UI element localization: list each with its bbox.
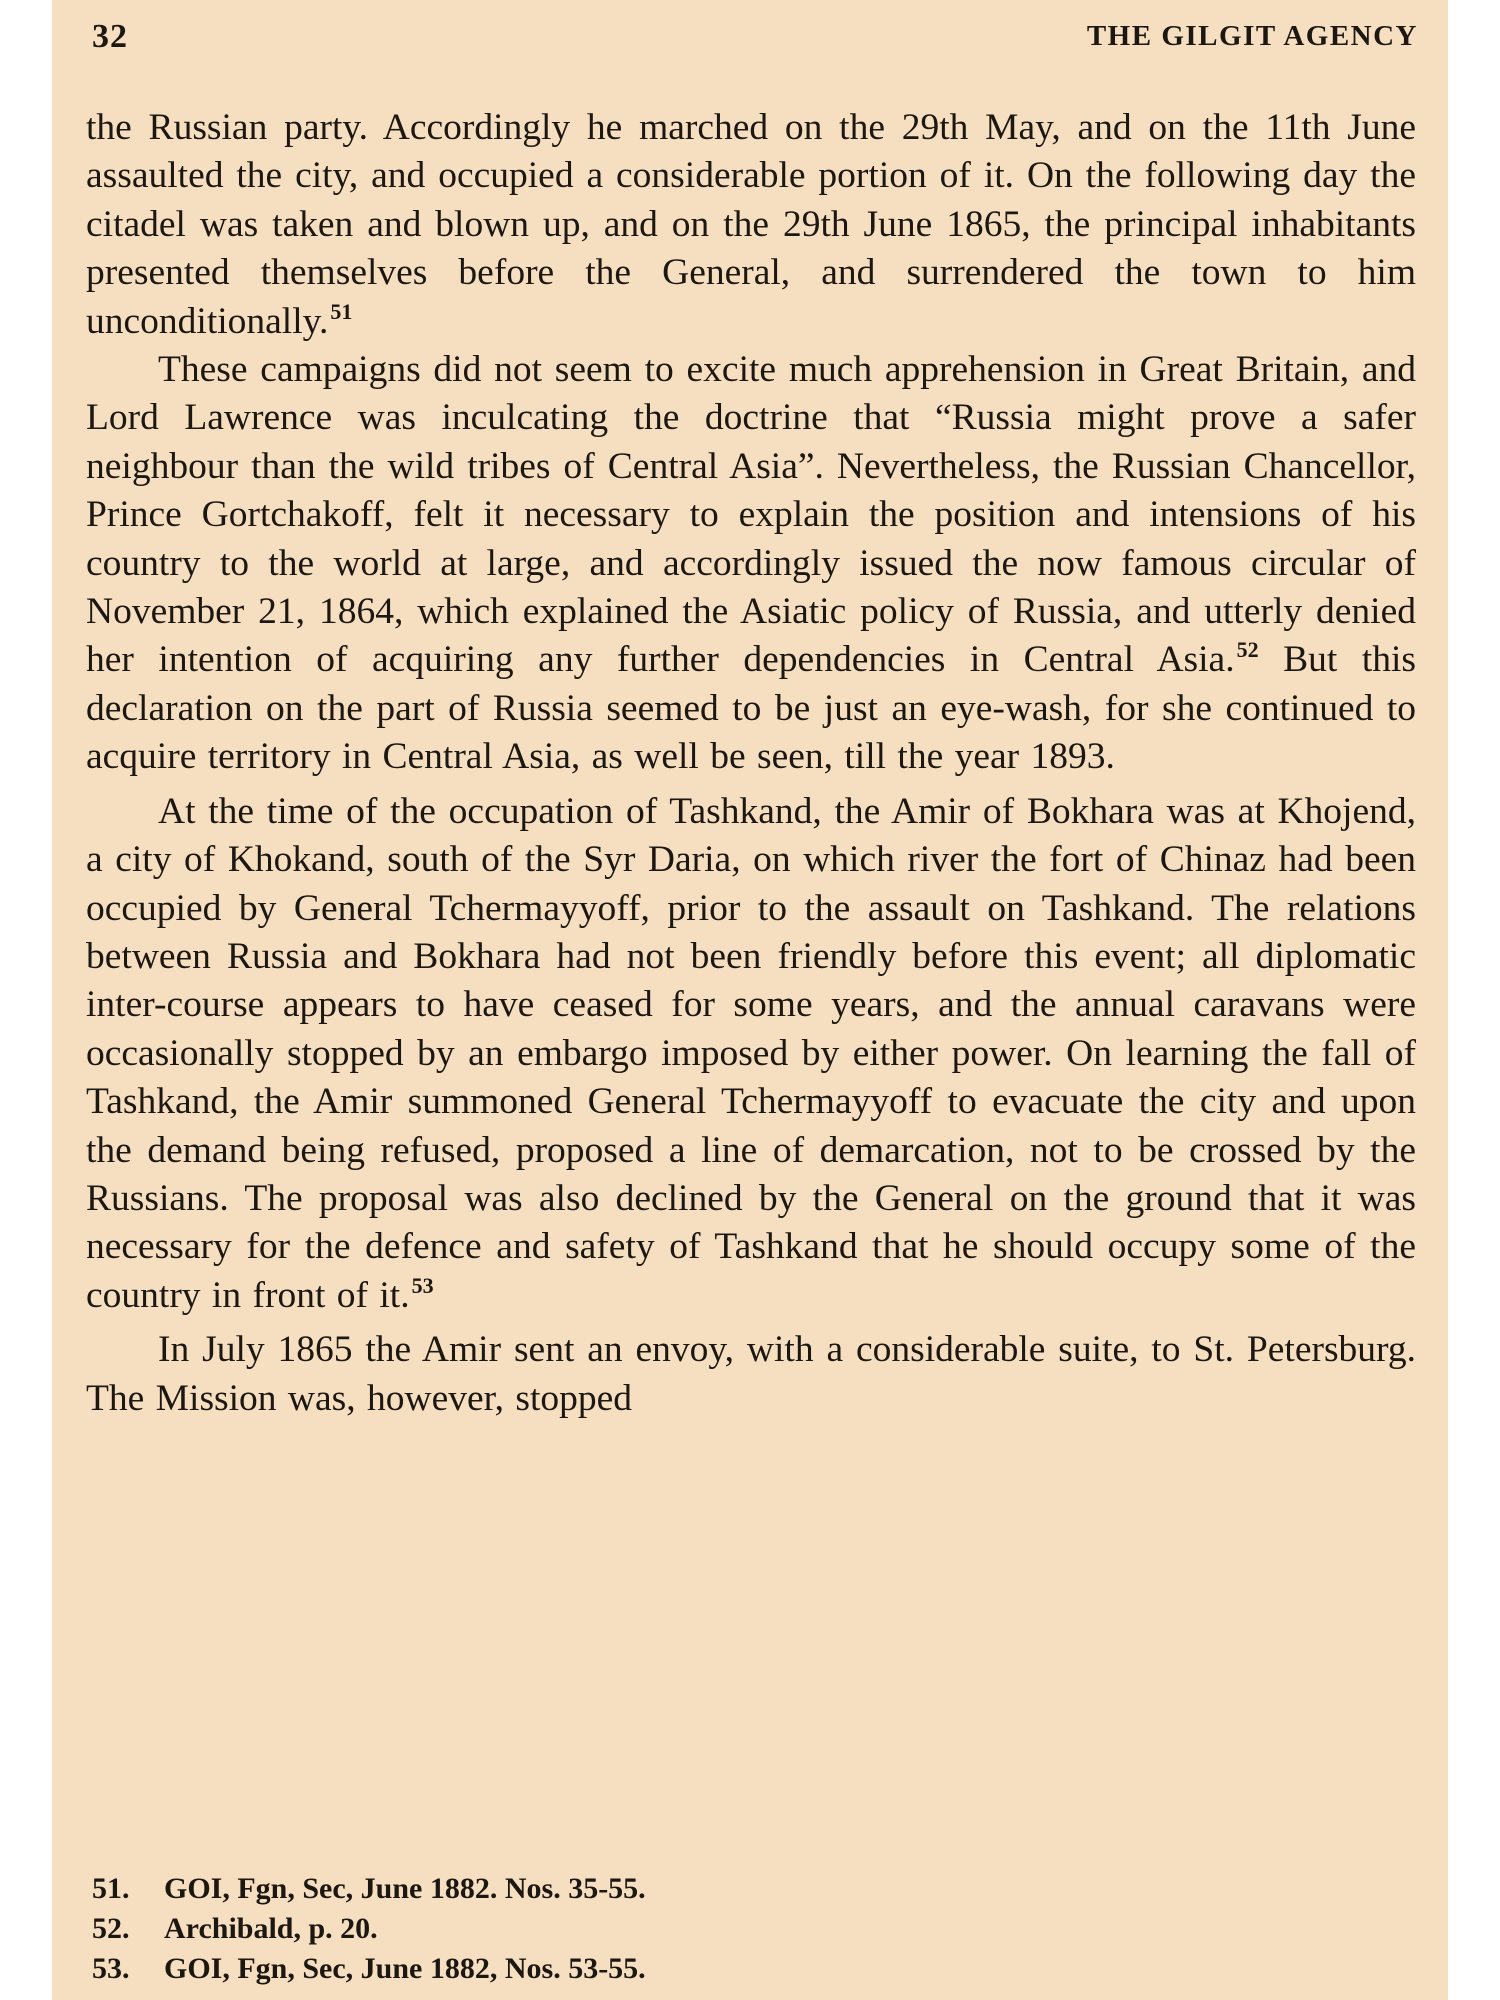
paragraph-text: At the time of the occupation of Tashkand, the Amir of Bokhara was at Khojend, a city of Khokand, south of the Syr Daria, on which river the fort of Chinaz had been occupied by General Tchermayyoff, prior to the assault on Tashkand. The relations between Russia and Bokhara had not been friendly before this event; all diplomatic inter-course appears to have ceased for some years, and the annual caravans were occasionally stopped by an embargo imposed by either power. On learning the fall of Tashkand, the Amir summoned General Tchermayyoff to evacuate the city and upon the demand being refused, proposed a line of demarcation, not to be crossed by the Russians. The proposal was also declined by the General on the ground that it was necessary for the defence and safety of Tashkand that he should occupy some of the country in front of it. <box>86 790 1416 1316</box>
footnote-ref-52: 52 <box>1236 637 1259 663</box>
paragraph-3 <box>86 788 1416 1320</box>
footnote-ref-51: 51 <box>330 298 353 324</box>
book-title: THE GILGIT AGENCY <box>1086 20 1418 52</box>
body-text <box>86 104 1416 1423</box>
footnote-text: Archibald, p. 20. <box>164 1912 378 1945</box>
paragraph-text: the Russian party. Accordingly he marched on the 29th May, and on the 11th June assaulted the city, and occupied a considerable portion of it. On the following day the citadel was taken and blown up, and on the 29th June 1865, the principal inhabitants presented themselves before the General, and surrendered the town to him unconditionally. <box>86 107 1416 342</box>
paragraph-text-continued: But this declaration on the part of Russia seemed to be just an eye-wash, for she continued to acquire territory in Central Asia, as well be seen, till the year 1893. <box>86 639 1416 778</box>
page-number: 32 <box>92 18 128 55</box>
paragraph-text: In July 1865 the Amir sent an envoy, with a considerable suite, to St. Petersburg. The Mission was, however, stopped <box>86 1329 1416 1419</box>
footnote-ref-53: 53 <box>411 1272 434 1298</box>
paragraph-4 <box>86 1326 1416 1423</box>
footnote-text: GOI, Fgn, Sec, June 1882, Nos. 53-55. <box>164 1952 646 1985</box>
footnote-number: 51. <box>92 1872 130 1905</box>
footnote-51 <box>92 1869 1392 1909</box>
paragraph-text: These campaigns did not seem to excite much apprehension in Great Britain, and Lord Lawrence was inculcating the doctrine that “Russia might prove a safer neighbour than the wild tribes of Central Asia”. Nevertheless, the Russian Chancellor, Prince Gortchakoff, felt it necessary to explain the position and intensions of his country to the world at large, and accordingly issued the now famous circular of November 21, 1864, which explained the Asiatic policy of Russia, and utterly denied her intention of acquiring any further dependencies in Central Asia. <box>86 349 1416 681</box>
book-page <box>52 0 1448 2000</box>
footnote-53 <box>92 1949 1392 1989</box>
footnote-number: 52. <box>92 1912 130 1945</box>
footnote-text: GOI, Fgn, Sec, June 1882. Nos. 35-55. <box>164 1872 646 1905</box>
paragraph-1 <box>86 104 1416 346</box>
footnote-52 <box>92 1909 1392 1949</box>
running-head <box>92 18 1418 66</box>
footnotes <box>92 1869 1392 1989</box>
footnote-number: 53. <box>92 1952 130 1985</box>
paragraph-2 <box>86 346 1416 782</box>
